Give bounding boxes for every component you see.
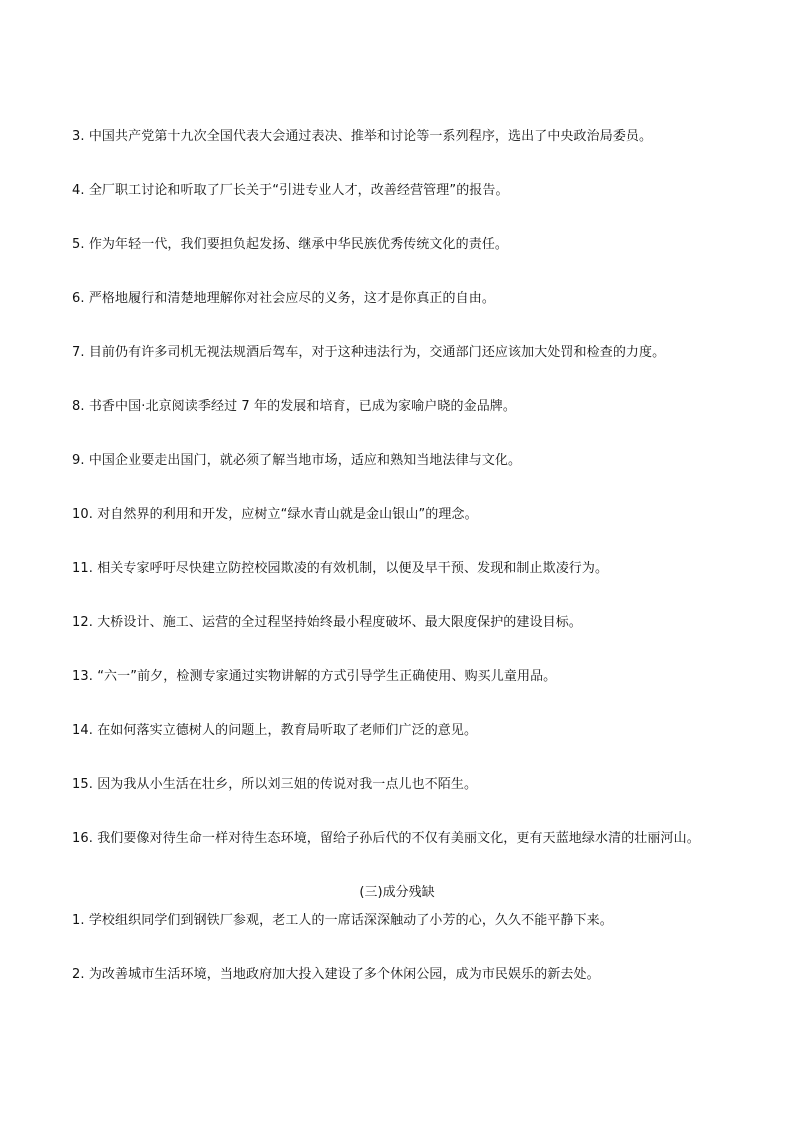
sentence-item-5: 5. 作为年轻一代，我们要担负起发扬、继承中华民族优秀传统文化的责任。 [72,237,509,252]
sentence-item-8: 8. 书香中国·北京阅读季经过 7 年的发展和培育，已成为家喻户晓的金品牌。 [72,399,517,414]
sentence-item-part2-2: 2. 为改善城市生活环境，当地政府加大投入建设了多个休闲公园，成为市民娱乐的新去处。 [72,967,600,982]
sentence-item-12: 12. 大桥设计、施工、运营的全过程坚持始终最小程度破坏、最大限度保护的建设目标。 [72,615,582,630]
sentence-item-14: 14. 在如何落实立德树人的问题上，教育局听取了老师们广泛的意见。 [72,723,478,738]
sentence-item-4: 4. 全厂职工讨论和听取了厂长关于“引进专业人才，改善经营管理”的报告。 [72,183,509,198]
sentence-item-3: 3. 中国共产党第十九次全国代表大会通过表决、推举和讨论等一系列程序，选出了中央政治局委员。 [72,129,653,144]
sentence-item-16: 16. 我们要像对待生命一样对待生态环境，留给子孙后代的不仅有美丽文化，更有天蓝地绿水清的壮丽河山。 [72,831,700,846]
sentence-item-11: 11. 相关专家呼吁尽快建立防控校园欺凌的有效机制，以便及早干预、发现和制止欺凌行为。 [72,561,609,576]
sentence-item-9: 9. 中国企业要走出国门，就必须了解当地市场，适应和熟知当地法律与文化。 [72,453,522,468]
sentence-item-6: 6. 严格地履行和清楚地理解你对社会应尽的义务，这才是你真正的自由。 [72,291,495,306]
sentence-item-15: 15. 因为我从小生活在壮乡，所以刘三姐的传说对我一点儿也不陌生。 [72,777,478,792]
sentence-item-part2-1: 1. 学校组织同学们到钢铁厂参观，老工人的一席话深深触动了小芳的心，久久不能平静下来。 [72,913,613,928]
sentence-item-10: 10. 对自然界的利用和开发，应树立“绿水青山就是金山银山”的理念。 [72,507,478,522]
section-heading: (三)成分残缺 [359,885,435,900]
sentence-item-13: 13. “六一”前夕，检测专家通过实物讲解的方式引导学生正确使用、购买儿童用品。 [72,669,557,684]
sentence-item-7: 7. 目前仍有许多司机无视法规酒后驾车，对于这种违法行为，交通部门还应该加大处罚和检查的力度。 [72,345,666,360]
